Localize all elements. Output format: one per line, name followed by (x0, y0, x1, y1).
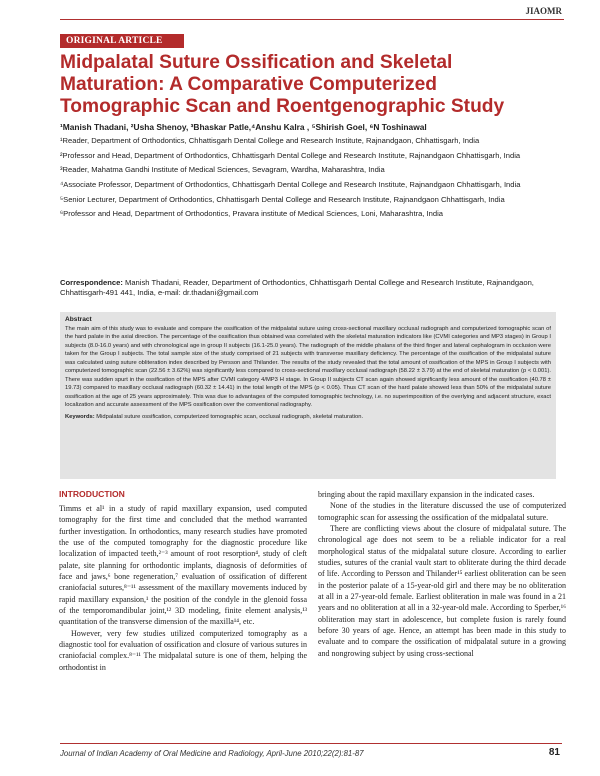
affiliation-item: ⁴Associate Professor, Department of Orthodontics, Chhattisgarh Dental College and Research Institute, Rajnandgaon Chhattisgarh, India (60, 180, 521, 190)
body-paragraph: None of the studies in the literature discussed the use of computerized tomographic scan for assessing the ossification of the midpalatal suture. (318, 501, 566, 522)
section-label: ORIGINAL ARTICLE (60, 34, 184, 48)
correspondence (60, 278, 556, 299)
top-rule (60, 19, 564, 20)
body-paragraph: There are conflicting views about the closure of midpalatal suture. The chronological age does not seem to be a reliable indicator for a real morphological status of the midpalatal suture closure. According to earlier studies, sutures of the cranial vault start to obliterate during the third decade of life. According to Persson and Thilander¹⁵ earliest obliteration can be seen in the posterior palate of a 15-year-old girl and there may be no obliteration at all in a 27-year-old female. Earliest obliteration in male was found in a 21 years and no obliteration at all in a 32-year-old male. According to Sperber,¹⁶ obliteration may start in adolescence, but complete fusion is rarely found before 30 years of age. Hence, an attempt has been made in this study to evaluate and to compare the ossification of midpalatal suture in a growing and nongrowing subject by using cross-sectional (318, 524, 566, 658)
keywords-text: Midpalatal suture ossification, computerized tomographic scan, occlusal radiograph, skeletal maturation. (96, 413, 364, 420)
abstract-body: The main aim of this study was to evaluate and compare the ossification of the midpalatal suture using cross-sectional maxillary occlusal radiograph and computerized tomographic scan of the hard palate in the axial direction. The percentage of the ossification thus obtained was correlated with the skeletal maturation indicators like (CVMI categories and MP3 stages) in Group I subjects (8.0-16.0 years) and with chronological age in group II subjects (16.1-25.0 years). The radiograph of the middle phalanx of the third finger and lateral cephalogram in occlusion were taken for the Group I subjects. The total sample size of the study comprised of 21 subjects with transverse maxillary deficiency. The percentage of the ossification of the midpalatal suture was calculated using suture obliteration index described by Persson and Thilander. The results of the study revealed that the total amount of ossification of the MPS in Group I subjects with computerized tomographic scan (22.56 ± 3.62%) was significantly less compared to cross-sectional maxillary occlusal radiograph (58.22 ± 3.79) at the end of skeletal maturation (p < 0.001). There was sudden spurt in the ossification of the MPS after CVMI category 4/MP3 H stage. In Group II subjects CT scan again showed significantly less amount of the ossification (40.78 ± 19.73) compared to maxillary occlusal radiograph (60.32 ± 14.41) in the total length of the MPS (p < 0.05). Thus CT scan of the hard palate showed less than 50% of the midpalatal suture ossification at the age of 25 years approximately. This was due to advantages of the computed tomographic technology, i.e. no superimposition of the overlying and adjacent structure, exact localization and accurate assessment of the MPS ossification over the conventional radiography. (65, 326, 551, 409)
body-paragraph: However, very few studies utilized computerized tomography as a diagnostic tool for evaluation of ossification and closure of various sutures in craniofacial complex.⁸⁻¹¹ The midpalatal suture is one of them, helping the orthodontist in (59, 628, 307, 672)
left-column (59, 489, 307, 673)
author-list: ¹Manish Thadani, ²Usha Shenoy, ³Bhaskar Patle,⁴Anshu Kalra , ⁵Shirish Goel, ⁶N Toshinawal (60, 122, 427, 132)
affiliation-item: ¹Reader, Department of Orthodontics, Chhattisgarh Dental College and Research Institute, Rajnandgaon, Chhattisgarh, India (60, 136, 480, 145)
footer-citation: Journal of Indian Academy of Oral Medicine and Radiology, April-June 2010;22(2):81-87 (60, 749, 364, 758)
introduction-heading: INTRODUCTION (59, 489, 125, 499)
correspondence-text: Manish Thadani, Reader, Department of Orthodontics, Chhattisgarh Dental College and Research Institute, Rajnandgaon, Chhattisgarh-491 441, India, e-mail: dr.thadani@gmail.com (60, 278, 534, 298)
abstract-heading: Abstract (65, 316, 92, 323)
abstract-box (60, 312, 556, 479)
article-title: Midpalatal Suture Ossification and Skeletal Maturation: A Comparative Computerized Tomographic Scan and Roentgenographic Study (60, 52, 505, 117)
affiliation-item: ²Professor and Head, Department of Orthodontics, Chhattisgarh Dental College and Research Institute, Rajnandgaon Chhattisgarh, India (60, 150, 521, 160)
page-number: 81 (548, 747, 560, 758)
keywords-label: Keywords: (65, 413, 95, 420)
affiliation-item: ⁶Professor and Head, Department of Orthodontics, Pravara institute of Medical Sciences, Loni, Maharashtra, India (60, 209, 444, 219)
keywords (65, 413, 551, 421)
affiliation-item: ³Reader, Mahatma Gandhi Institute of Medical Sciences, Sevagram, Wardha, Maharashtra, India (60, 165, 385, 175)
right-column (318, 489, 566, 659)
body-paragraph: Timms et al¹ in a study of rapid maxillary expansion, used computed tomography for the first time and concluded that the method warranted further investigation. In orthodontics, many research studies have promoted the use of the computed tomography for the diagnostic procedure like localization of impacted teeth,²⁻³ amount of root resorption⁴, study of cleft palate, site planning for orthodontic implants, diagnosis of deformities of face and jaws,⁶ bone regeneration,⁷ evaluation of ossification of different craniofacial sutures,⁸⁻¹¹ assessment of the maxillary movements induced by rapid maxillary expansion,¹ the position of the condyle in the glenoid fossa of the temporomandibular joint,¹² 3D modeling, finite element analysis,¹³ quantitation of the transverse dimension of the maxilla¹⁴, etc. (59, 504, 307, 627)
bottom-rule (60, 743, 562, 744)
affiliation-item: ⁵Senior Lecturer, Department of Orthodontics, Chhattisgarh Dental College and Research Institute, Rajnandgaon Chhattisgarh, India (60, 194, 505, 204)
affiliation-list (60, 136, 556, 224)
journal-tag: JIAOMR (525, 6, 562, 16)
correspondence-label: Correspondence: (60, 278, 123, 287)
body-paragraph: bringing about the rapid maxillary expansion in the indicated cases. (318, 490, 535, 499)
